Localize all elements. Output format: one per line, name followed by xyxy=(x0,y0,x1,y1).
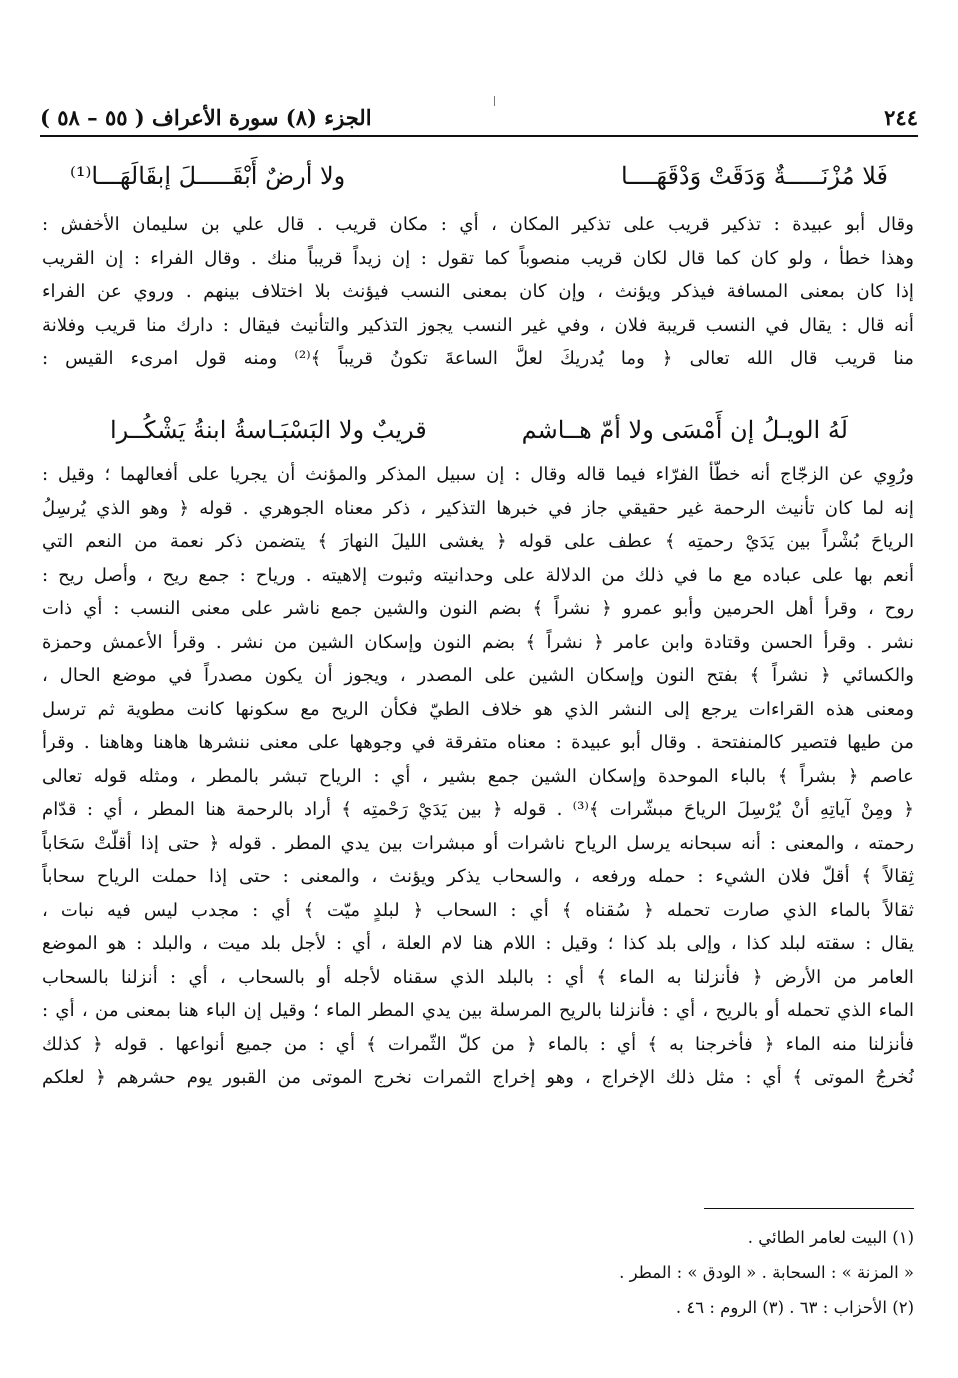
body-line: والكسائي ﴿ نشراً ﴾ بفتح النون وإسكان الشين على المصدر ، ويجوز أن يكون مصدراً في موضع الحال ، xyxy=(42,665,914,686)
body-line: عاصم ﴿ بشراً ﴾ بالباء الموحدة وإسكان الشين جمع بشير ، أي : الرياح تبشر بالمطر ، ومثله قوله تعالى xyxy=(42,765,914,787)
body-line: ﴿ ومِنْ آياتِهِ أنْ يُرْسِلَ الرياحَ مبشّرات ﴾⁽³⁾ . قوله ﴿ بين يَدَيْ رَحْمتِه ﴾ أراد بالرحمة هنا المطر ، أي : قدّام xyxy=(42,799,914,820)
poem-verse-2 xyxy=(70,418,888,442)
body-paragraph-2 xyxy=(42,458,914,1095)
body-line: رحمته ، والمعنى : أنه سبحانه يرسل الرياح ناشرات أو مبشرات بين يدي المطر . قوله ﴿ حتى إذا أقلّتْ سَحَاباً xyxy=(42,832,914,854)
page-number: ٢٤٤ xyxy=(884,105,918,130)
footnote-separator xyxy=(704,1208,914,1209)
body-line: ورُوِي عن الزجّاج أنه خطّأ الفرّاء فيما قاله وقال : إن سبيل المذكر والمؤنث أن يجريا على أفعالهما ؛ وقيل : xyxy=(42,464,914,485)
body-line: الرياحَ بُشْراً بين يَدَيْ رحمتِه ﴾ عطف على قوله ﴿ يغشى الليلَ النهارَ ﴾ يتضمن ذكر نعمة من النعم التي xyxy=(42,531,914,552)
footnote-1-gloss: « المزنة » : السحابة . « الودق » : المطر . xyxy=(619,1263,914,1282)
body-line: وهذا خطأ ، ولو كان كما قال لكان قريب منصوباً كما تقول : إن زيداً قريباً منك . وقال الفراء : إن القريب xyxy=(42,247,914,269)
body-line: العامر من الأرض ﴿ فأنزلنا به الماء ﴾ أي : بالبلد الذي سقناه لأجله أو بالسحاب ، أي : أنزلنا بالسحاب xyxy=(42,966,914,988)
body-line: ثقالاً بالماء الذي صارت تحمله ﴿ سُقناه ﴾ أي : السحاب ﴿ لبلدٍ ميّت ﴾ أي : مجدب ليس فيه نبات ، xyxy=(42,899,914,921)
body-line: إذا كان بمعنى المسافة فيذكر ويؤنث ، وإن كان بمعنى النسب فيؤنث بلا اختلاف بينهم . وروي عن الفراء xyxy=(42,281,914,302)
body-line: فأنزلنا منه الماء ﴿ فأخرجنا به ﴾ أي : بالماء ﴿ من كلّ الثّمرات ﴾ أي : من جميع أنواعها . قوله ﴿ كذلك xyxy=(42,1033,914,1055)
body-line: إنه لما كان تأنيث الرحمة غير حقيقي جاز في خبرها التذكير ، ذكر معناه الجوهري . قوله ﴿ وهو الذي يُرسِلُ xyxy=(42,497,914,519)
body-line: ومعنى هذه القراءات يرجع إلى النشر الذي هو خلاف الطيّ فكأن الريح مع سكونها كانت مطوية ثم ترسل xyxy=(42,698,914,720)
body-line: نُخرجُ الموتى ﴾ أي : مثل ذلك الإخراج ، وهو إخراج الثمرات نخرج الموتى من القبور يوم حشرهم ﴿ لعلكم xyxy=(42,1067,914,1088)
header-title: الجزء (٨) سورة الأعراف ( ٥٥ – ٥٨ ) xyxy=(40,105,372,130)
body-line: وقال أبو عبيدة : تذكير قريب على تذكير المكان ، أي : مكان قريب . قال علي بن سليمان الأخفش : xyxy=(42,214,914,235)
body-line: نشر . وقرأ الحسن وقتادة وابن عامر ﴿ نشراً ﴾ بضم النون وإسكان الشين من نشر . وقرأ الأعمش وحمزة xyxy=(42,631,914,653)
body-line: يقال : سقته لبلد كذا ، وإلى بلد كذا ؛ وقيل : اللام هنا لام العلة ، أي : لأجل بلد ميت ، والبلد : هو الموضع xyxy=(42,933,914,954)
verse-2-right-hemistich: لَهُ الويـلُ إن أَمْسَى ولا أمّ هــاشم xyxy=(521,416,848,444)
body-line: منا قريب قال الله تعالى ﴿ وما يُدريكَ لعلَّ الساعةَ تكونُ قريباً ﴾⁽²⁾ ومنه قول امرىء القيس : xyxy=(42,348,914,369)
body-line: أنه قال : يقال في النسب قريبة فلان ، وفي غير النسب يجوز التذكير والتأنيث فيقال : دارك منا قريب وفلانة xyxy=(42,314,914,336)
verse-1-right-hemistich: فَلا مُزْنَـــــةٌ وَدَقَتْ وَدْقَهَــــا xyxy=(620,162,888,190)
footnote-2-3: (٢) الأحزاب : ٦٣ . (٣) الروم : ٤٦ . xyxy=(675,1298,914,1317)
running-header xyxy=(40,92,918,128)
body-line: أنعم بها على عباده مع ما في ذلك من الدلالة على وحدانيته وثبوت إلاهيته . ورياح : جمع ريح ، وأصل ريح : xyxy=(42,564,914,586)
body-paragraph-1 xyxy=(42,208,914,376)
body-line: روح ، وقرأ أهل الحرمين وأبو عمرو ﴿ نشراً ﴾ بضم النون والشين جمع ناشر على معنى النسب : أي ذات xyxy=(42,598,914,619)
verse-1-left-hemistich: ولا أرضٌ أَبْقَـــــلَ إبقَالَهَـــا⁽¹⁾ xyxy=(70,162,346,190)
body-line: ثِقالاً ﴾ أقلّ فلان الشيء : حمله ورفعه ، والسحاب يذكر ويؤنث ، والمعنى : حتى إذا حملت الرياح سحاباً xyxy=(42,866,914,887)
body-line: الماء الذي تحمله أو بالريح ، أي : فأنزلنا بالريح المرسلة بين يدي المطر الماء ؛ وقيل إن الباء هنا بمعنى من ، أي : xyxy=(42,1000,914,1021)
body-line: من طيها فتصير كالمنفتحة . وقال أبو عبيدة : معناه متفرقة في وجوهها على معنى ننشرها هاهنا وهاهنا . وقرأ xyxy=(42,732,914,753)
header-rule xyxy=(40,135,918,137)
verse-2-left-hemistich: قريبٌ ولا البَسْبَـاسةُ ابنةُ يَشْكُــرا xyxy=(110,416,427,444)
footnotes xyxy=(200,1220,914,1325)
poem-verse-1 xyxy=(70,164,888,188)
footnote-1: (١) البيت لعامر الطائي . xyxy=(747,1228,914,1247)
header-tick-mark xyxy=(494,96,495,106)
